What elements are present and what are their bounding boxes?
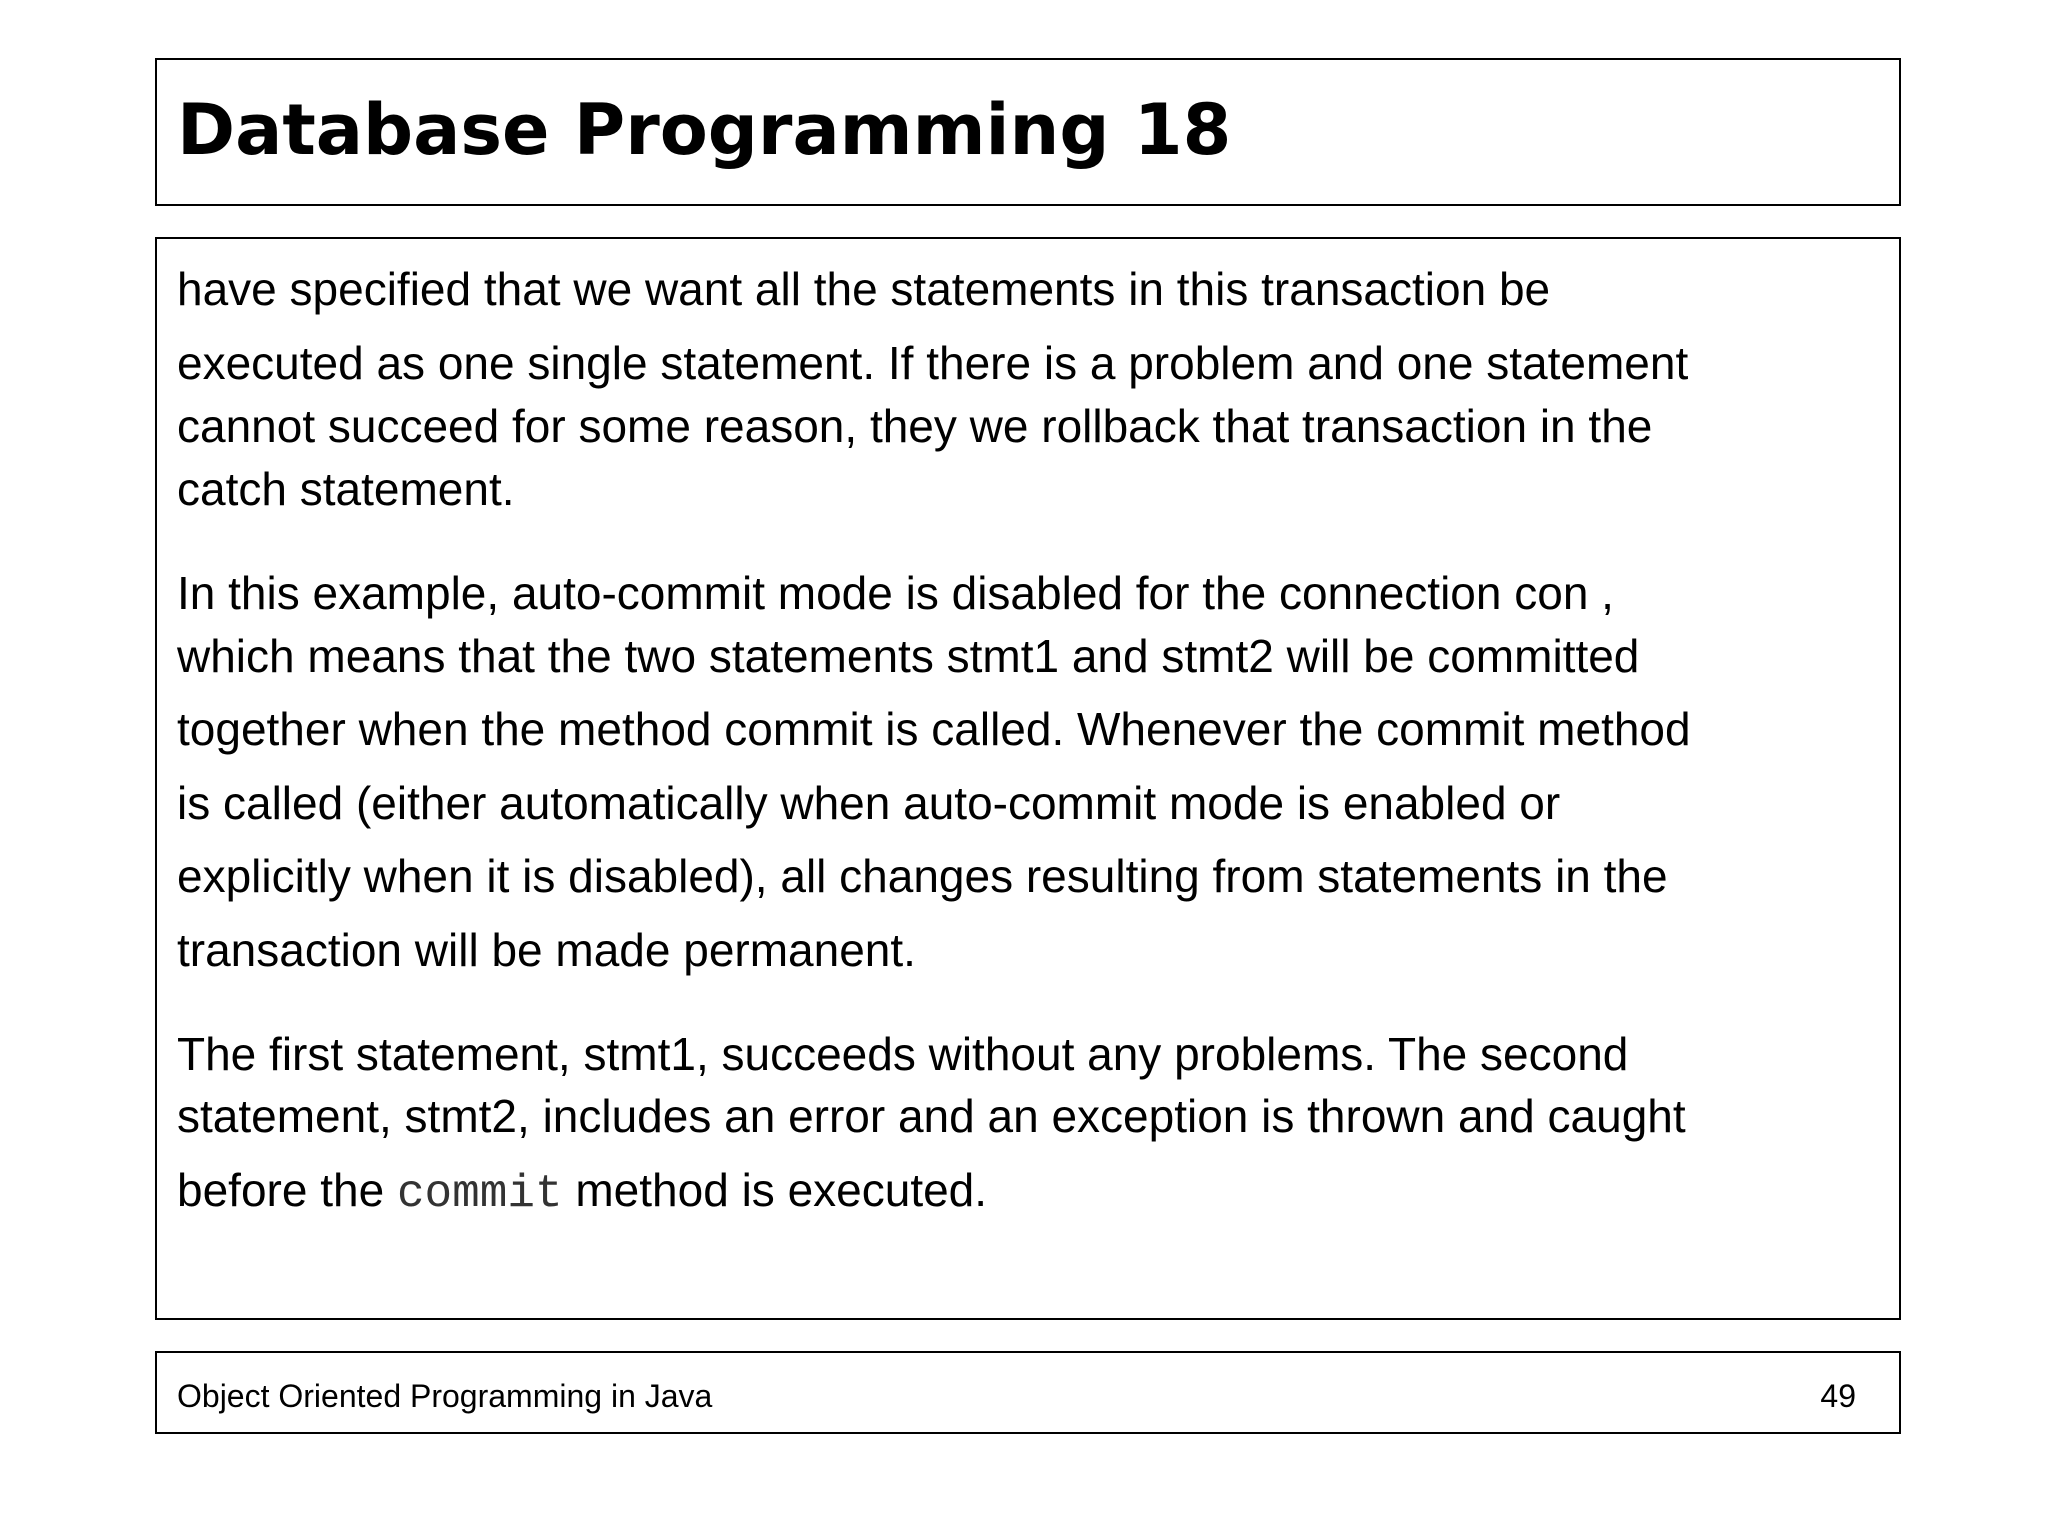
text-segment: method is executed. xyxy=(562,1164,988,1217)
text-line-with-code xyxy=(177,1154,1879,1232)
text-line: together when the method commit is called. Whenever the commit method xyxy=(177,703,1691,756)
text-line: which means that the two statements stmt1 and stmt2 will be committed xyxy=(177,629,1640,682)
slide-title: Database Programming 18 xyxy=(177,89,1232,171)
text-segment: before the xyxy=(177,1164,397,1217)
text-line: explicitly when it is disabled), all changes resulting from statements in the xyxy=(177,850,1668,903)
text-line: In this example, auto-commit mode is disabled for the connection con , xyxy=(177,566,1614,619)
text-line: have specified that we want all the statements in this transaction be xyxy=(177,263,1551,315)
footer-course-title: Object Oriented Programming in Java xyxy=(177,1378,713,1414)
text-line: is called (either automatically when auto-commit mode is enabled or xyxy=(177,776,1561,829)
content-text xyxy=(177,253,1879,1232)
text-line: executed as one single statement. If there is a problem and one statement xyxy=(177,336,1689,389)
text-line: The first statement, stmt1, succeeds without any problems. The second xyxy=(177,1027,1629,1080)
paragraph-auto-commit xyxy=(177,567,1879,988)
text-line: cannot succeed for some reason, they we rollback that transaction in the xyxy=(177,400,1653,453)
inline-code-commit: commit xyxy=(396,1168,563,1221)
page-number: 49 xyxy=(1820,1378,1856,1414)
footer-box xyxy=(155,1351,1901,1434)
title-box xyxy=(155,58,1901,206)
text-line: catch statement. xyxy=(177,463,515,516)
paragraph-transaction-rollback xyxy=(177,253,1879,527)
text-line: statement, stmt2, includes an error and an exception is thrown and caught xyxy=(177,1090,1686,1143)
text-line: transaction will be made permanent. xyxy=(177,923,916,976)
content-box xyxy=(155,237,1901,1320)
paragraph-statement-error xyxy=(177,1028,1879,1232)
